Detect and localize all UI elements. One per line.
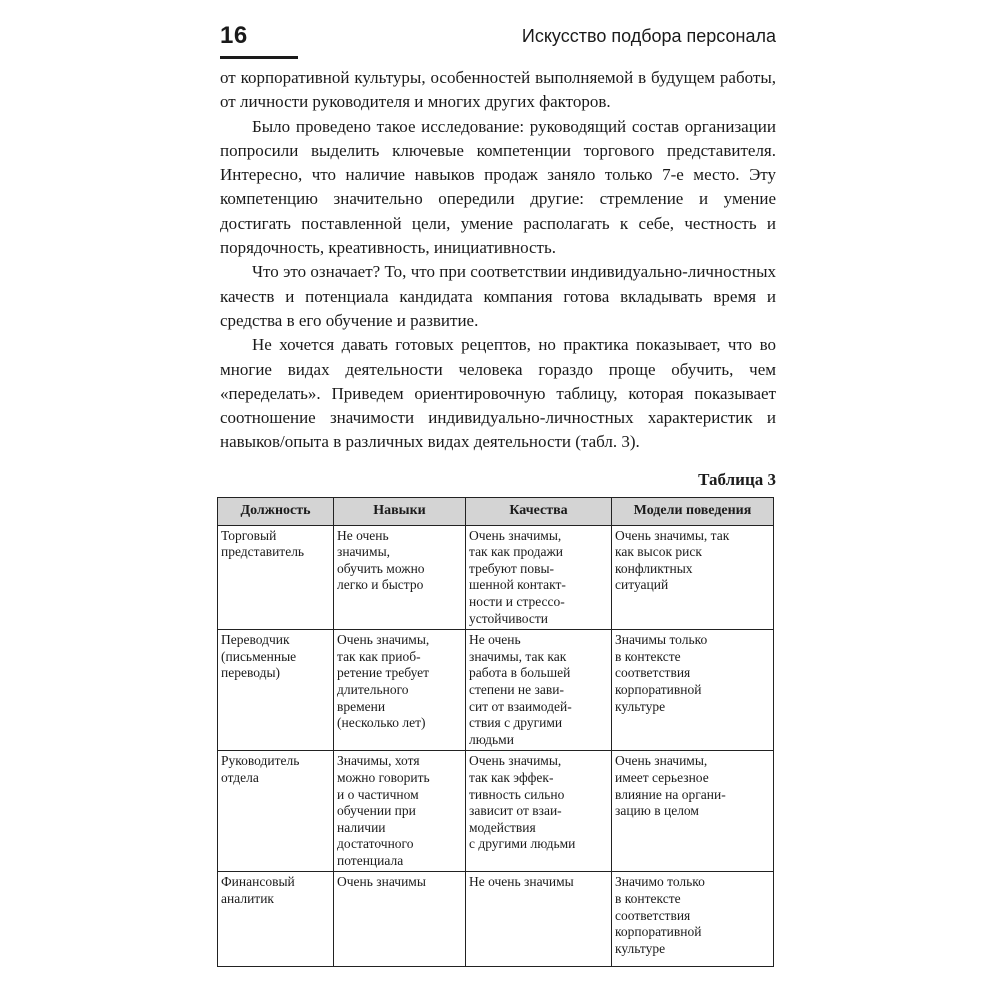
column-header-skills: Навыки bbox=[334, 498, 466, 526]
table-caption: Таблица 3 bbox=[698, 470, 776, 489]
table-header-row bbox=[218, 498, 774, 526]
body-text bbox=[220, 66, 776, 455]
column-header-behavior-models: Модели поведения bbox=[612, 498, 774, 526]
table-row bbox=[218, 525, 774, 630]
header-rule bbox=[220, 56, 298, 59]
table-cell: Значимо только в контексте соответствия корпоративной культуре bbox=[612, 872, 774, 967]
column-header-position: Должность bbox=[218, 498, 334, 526]
table-cell: Руководитель отдела bbox=[218, 751, 334, 872]
table-cell: Очень значимы bbox=[334, 872, 466, 967]
table-cell: Очень значимы, так как высок риск конфликтных ситуаций bbox=[612, 525, 774, 630]
column-header-qualities: Качества bbox=[466, 498, 612, 526]
paragraph: от корпоративной культуры, особенностей выполняемой в будущем работы, от личности руководителя и многих других факторов. bbox=[220, 68, 776, 112]
table-cell: Не очень значимы, так как работа в большей степени не зави- сит от взаимодей- ствия с другими людьми bbox=[466, 630, 612, 751]
table-row bbox=[218, 630, 774, 751]
paragraph: Что это означает? То, что при соответствии индивидуально-личностных качеств и потенциала кандидата компания готова вкладывать время и средства в его обучение и развитие. bbox=[220, 262, 776, 330]
page-number: 16 bbox=[220, 22, 248, 49]
table-cell: Очень значимы, так как эффек- тивность сильно зависит от взаи- модействия с другими людьми bbox=[466, 751, 612, 872]
paragraph: Не хочется давать готовых рецептов, но практика показывает, что во многие видах деятельности человека гораздо проще обучить, чем «переделать». Приведем ориентировочную таблицу, которая показывает соотношение значимости индивидуально-личностных характеристик и навыков/опыта в различных видах деятельности (табл. 3). bbox=[220, 335, 776, 452]
table-cell: Значимы только в контексте соответствия корпоративной культуре bbox=[612, 630, 774, 751]
competency-table bbox=[217, 497, 774, 967]
table-cell: Очень значимы, так как продажи требуют повы- шенной контакт- ности и стрессо- устойчивости bbox=[466, 525, 612, 630]
table-cell: Не очень значимы bbox=[466, 872, 612, 967]
paragraph: Было проведено такое исследование: руководящий состав организации попросили выделить ключевые компетенции торгового представителя. Интересно, что наличие навыков продаж заняло только 7-е место. Эту компетенцию значительно опередили другие: стремление и умение достигать поставленной цели, умение располагать к себе, честность и порядочность, креативность, инициативность. bbox=[220, 116, 776, 258]
table-cell: Торговый представитель bbox=[218, 525, 334, 630]
table-cell: Финансовый аналитик bbox=[218, 872, 334, 967]
table-cell: Очень значимы, так как приоб- ретение требует длительного времени (несколько лет) bbox=[334, 630, 466, 751]
page-header bbox=[220, 22, 776, 64]
table-cell: Переводчик (письменные переводы) bbox=[218, 630, 334, 751]
running-title: Искусство подбора персонала bbox=[521, 26, 776, 46]
table-row bbox=[218, 751, 774, 872]
table-cell: Не очень значимы, обучить можно легко и быстро bbox=[334, 525, 466, 630]
table-cell: Очень значимы, имеет серьезное влияние на органи- зацию в целом bbox=[612, 751, 774, 872]
table-row bbox=[218, 872, 774, 967]
table-cell: Значимы, хотя можно говорить и о частичном обучении при наличии достаточного потенциала bbox=[334, 751, 466, 872]
